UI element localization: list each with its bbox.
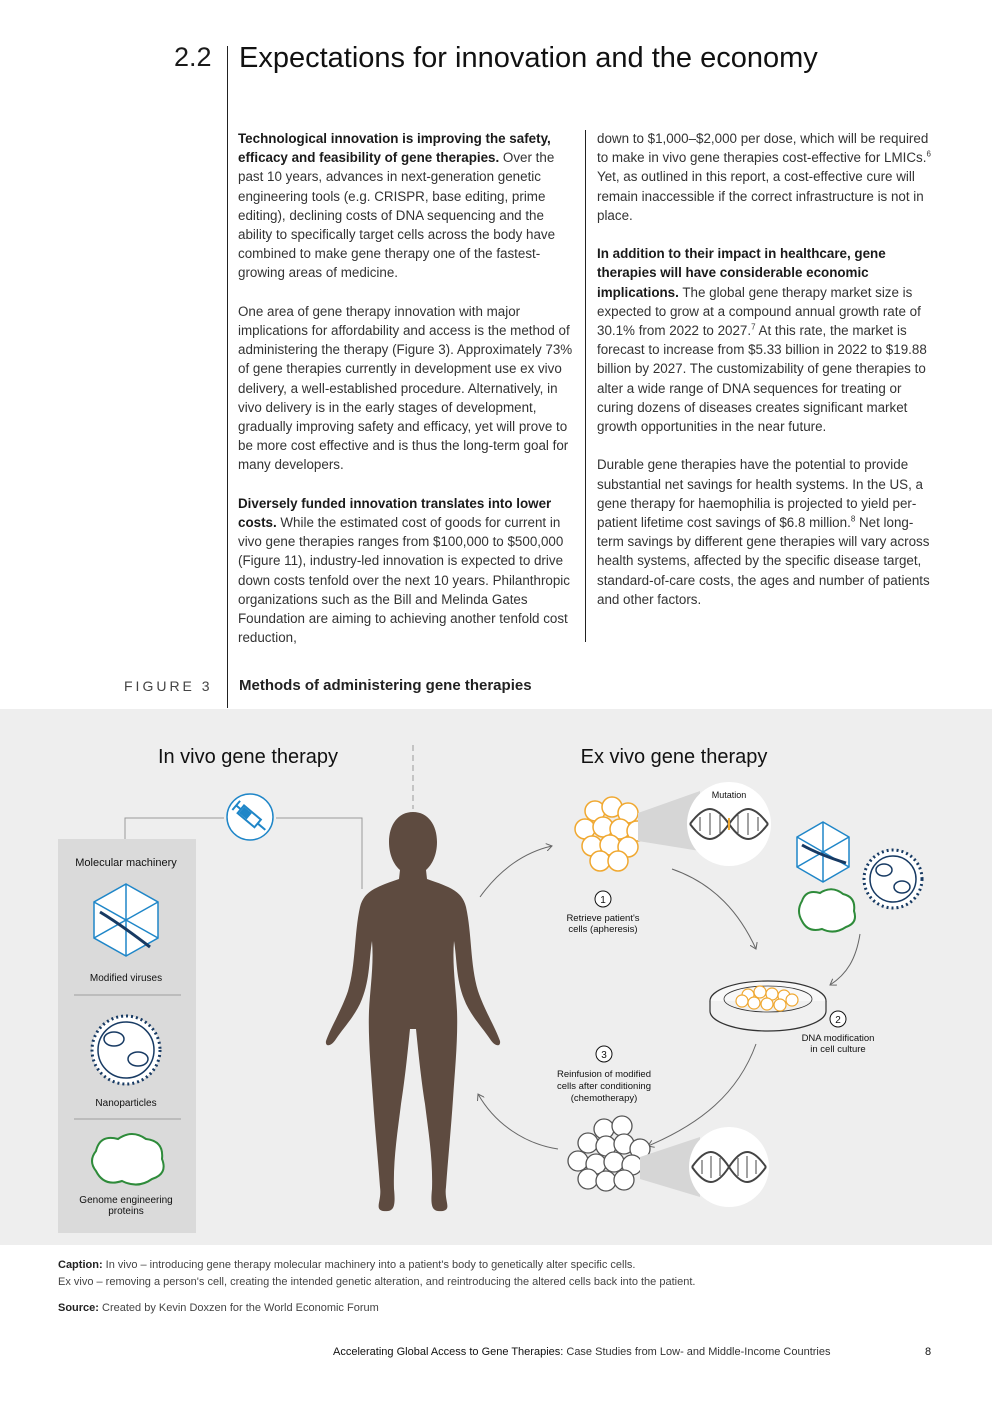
- section-title: Expectations for innovation and the economy: [239, 42, 818, 74]
- figure-title: Methods of administering gene therapies: [239, 677, 532, 694]
- step-1-label-line2: cells (apheresis): [568, 924, 638, 935]
- source-line: [58, 1300, 379, 1316]
- footnote-ref[interactable]: 8: [850, 514, 856, 524]
- patient-cells-cluster: [575, 797, 647, 871]
- source-text: Created by Kevin Doxzen for the World Economic Forum: [98, 1302, 379, 1314]
- step-2-label-line2: in cell culture: [810, 1044, 866, 1055]
- figure-label: FIGURE 3: [124, 678, 213, 694]
- step-3-label-line3: (chemotherapy): [570, 1093, 638, 1104]
- paragraph: [597, 244, 937, 436]
- vertical-rule: [227, 46, 228, 708]
- gene-therapy-figure: [0, 709, 992, 1245]
- arrow-to-patient: [478, 1094, 558, 1149]
- lead-text: Technological innovation is improving the safety, efficacy and feasibility of gene therapies.: [238, 131, 551, 166]
- step-1-label-line1: Retrieve patient's: [566, 913, 640, 924]
- step-3-label-line2: cells after conditioning: [557, 1081, 651, 1092]
- proteins-label-line1: Genome engineering: [79, 1195, 173, 1206]
- paragraph-text: down to $1,000–$2,000 per dose, which will be required to make in vivo gene therapies cost-effective for LMICs.: [597, 131, 929, 166]
- step-3-label-line1: Reinfusion of modified: [557, 1069, 651, 1080]
- paragraph-text: Durable gene therapies have the potential to provide substantial net savings for health systems. In the US, a gene therapy for haemophilia is projected to yield per-patient lifetime cost savings of $6.8 million.: [597, 457, 924, 531]
- lead-text: Diversely funded innovation translates into lower costs.: [238, 495, 552, 531]
- paragraph-text: Net long-term savings by different gene therapies will vary across health systems, affected by the specific disease target, standard-of-care costs, the ages and number of patients and other factors.: [597, 515, 930, 607]
- footnote-ref[interactable]: 7: [751, 322, 756, 332]
- caption-line-2: Ex vivo – removing a person's cell, creating the intended genetic alteration, and reintroducing the altered cells back into the patient.: [58, 1276, 696, 1288]
- nanoparticles-label: Nanoparticles: [95, 1098, 157, 1109]
- paragraph-text: Yet, as outlined in this report, a cost-effective cure will remain inaccessible if the correct infrastructure is not in place.: [597, 169, 924, 223]
- caption-label: Caption:: [58, 1259, 103, 1271]
- virus-icon: [797, 822, 849, 882]
- proteins-label-line2: proteins: [108, 1206, 144, 1217]
- source-label: Source:: [58, 1302, 99, 1314]
- paragraph: [597, 129, 937, 225]
- paragraph-text: One area of gene therapy innovation with major implications for affordability and access is the method of administering the therapy (Figure 3). Approximately 73% of gene therapies currently in development use ex vivo delivery, a well-established procedure. Alternatively, in vivo delivery is in the early stages of development, gradually improving safety and efficacy, yet will prove to be more cost effective and is thus the long-term goal for many developers.: [238, 303, 573, 473]
- lead-text: In addition to their impact in healthcare, gene therapies will have considerable economic implications.: [597, 246, 886, 300]
- nanoparticle-icon: [92, 1016, 160, 1084]
- step-1-number: 1: [600, 895, 606, 906]
- paragraph-text: While the estimated cost of goods for current in vivo gene therapies ranges from $100,000 to $500,000 (Figure 11), industry-led innovation is expected to drive down costs tenfold over the next 10 years. Philanthropic organizations such as the Bill and Melinda Gates Foundation are aiming to achieving another tenfold cost reduction,: [238, 515, 570, 646]
- caption-line-1: [58, 1257, 635, 1273]
- body-column-left: [238, 129, 578, 667]
- paragraph: [597, 455, 937, 609]
- modified-viruses-label: Modified viruses: [89, 973, 163, 984]
- step-2-label-line1: DNA modification: [801, 1033, 875, 1044]
- mutation-label: Mutation: [711, 790, 747, 800]
- arrow-machinery-to-culture: [830, 934, 860, 985]
- step-2-number: 2: [835, 1015, 841, 1026]
- paragraph: [238, 302, 578, 475]
- connector-line: [276, 818, 362, 889]
- protein-icon: [92, 1134, 164, 1185]
- footer-title: [333, 1346, 831, 1358]
- paragraph-text: At this rate, the market is forecast to increase from $5.33 billion in 2022 to $19.88 billion by 2027. The customizability of gene therapies to alter a wide range of DNA sequences for treating or curing dozens of diseases creates significant market growth opportunities in the near future.: [597, 323, 927, 435]
- footer-title-rest: Case Studies from Low- and Middle-Income Countries: [563, 1346, 831, 1358]
- syringe-icon: [227, 794, 273, 840]
- paragraph: [238, 129, 578, 283]
- arrow-to-culture: [672, 869, 756, 949]
- paragraph-text: Over the past 10 years, advances in next-generation genetic engineering tools (e.g. CRISPR, base editing, prime editing), declining costs of DNA sequencing and the ability to specifically target cells across the body have combined to make gene therapy one of the fastest-growing areas of medicine.: [238, 150, 556, 281]
- footer-title-bold: Accelerating Global Access to Gene Therapies:: [333, 1346, 564, 1358]
- arrow-to-cells: [480, 846, 552, 897]
- body-column-right: [597, 129, 937, 628]
- column-divider: [585, 130, 586, 642]
- in-vivo-title: In vivo gene therapy: [157, 746, 339, 768]
- human-body-silhouette: [326, 812, 500, 1211]
- caption-text: In vivo – introducing gene therapy molecular machinery into a patient's body to genetically alter specific cells.: [102, 1259, 636, 1271]
- protein-icon: [799, 889, 855, 931]
- footnote-ref[interactable]: 6: [926, 149, 931, 159]
- connector-line: [125, 818, 224, 839]
- modified-cells-cluster: [568, 1116, 650, 1191]
- paragraph: [238, 494, 578, 648]
- petri-dish-icon: [710, 981, 826, 1031]
- page-number: 8: [925, 1346, 932, 1358]
- step-3-number: 3: [601, 1050, 607, 1061]
- molecular-machinery-title: Molecular machinery: [75, 857, 177, 869]
- nanoparticle-icon: [864, 850, 922, 908]
- ex-vivo-title: Ex vivo gene therapy: [580, 746, 768, 768]
- section-number: 2.2: [174, 42, 212, 72]
- paragraph-text: The global gene therapy market size is expected to grow at a compound annual growth rate of 30.1% from 2022 to 2027.: [597, 284, 921, 339]
